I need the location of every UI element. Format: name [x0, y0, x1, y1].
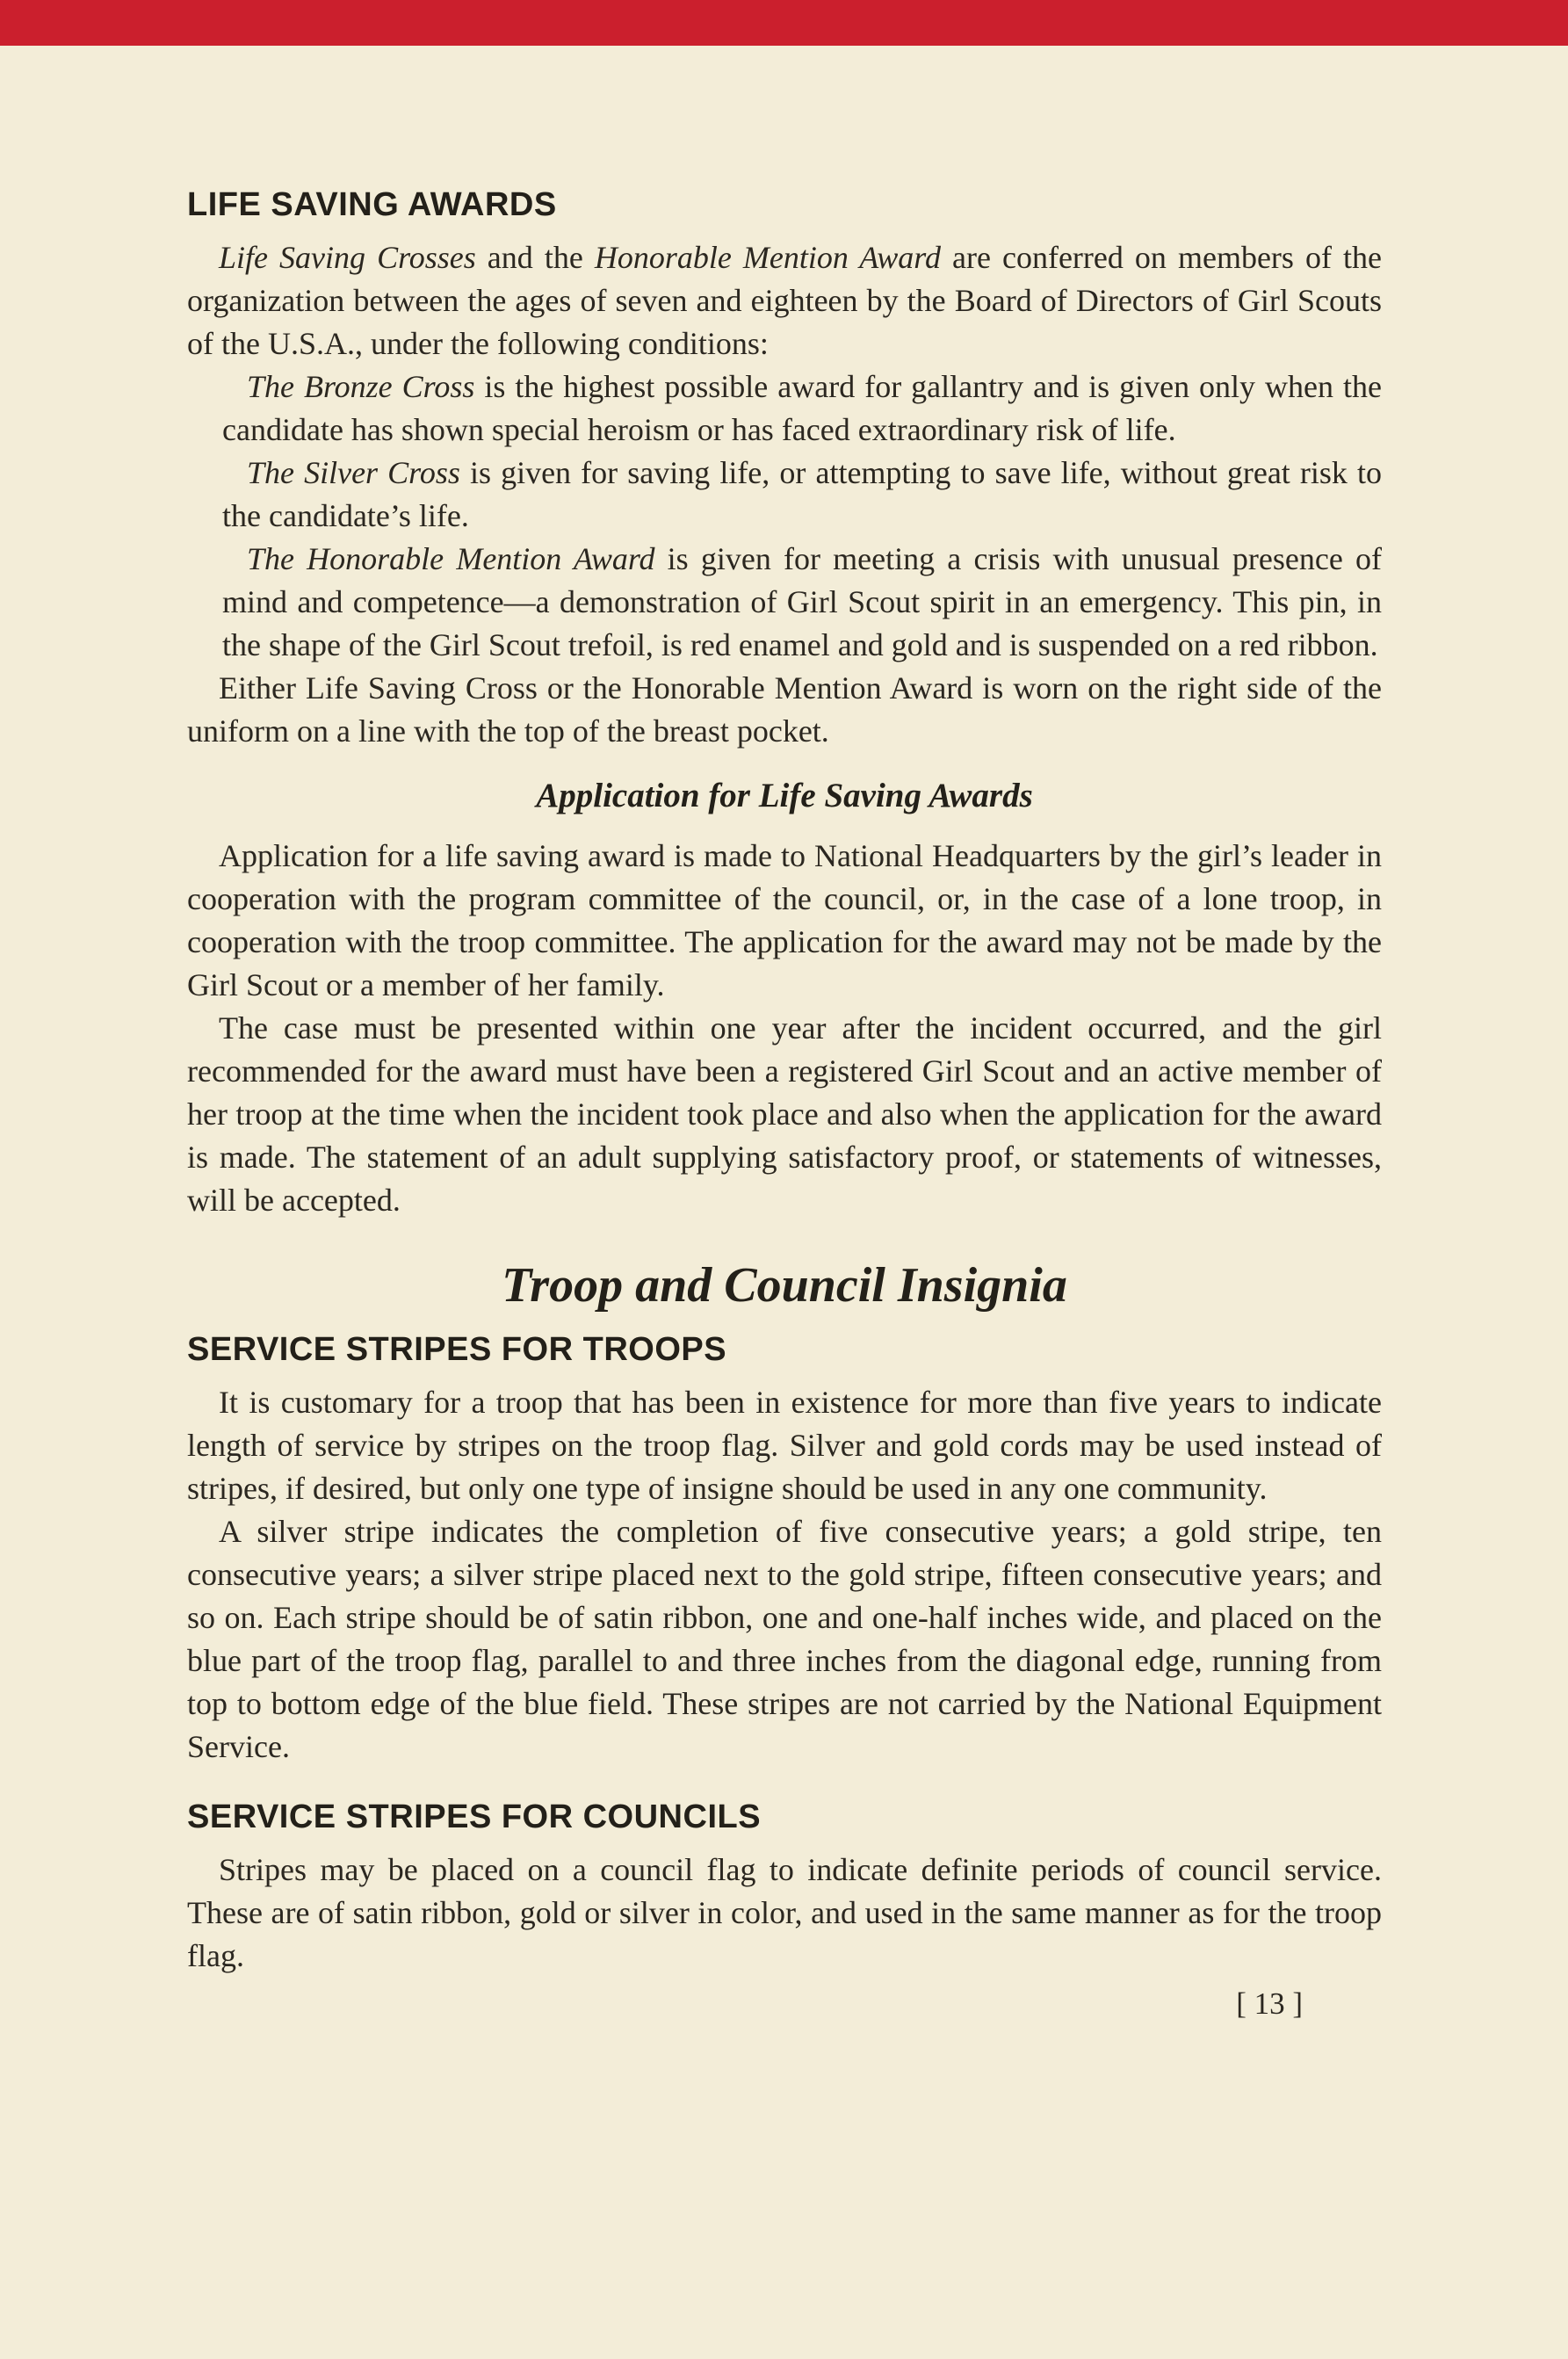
section-heading-service-stripes-troops: SERVICE STRIPES FOR TROOPS	[187, 1331, 727, 1368]
section-heading-service-stripes-councils: SERVICE STRIPES FOR COUNCILS	[187, 1798, 762, 1835]
paragraph-application-2: The case must be presented within one year after the incident occurred, and the girl recommended for the award must have been a registered Girl Scout and an active member of her troop at the time when the incident took place and also when the application for the award is made. The statement of an adult supplying satisfactory proof, or statements of witnesses, will be accepted.	[187, 1010, 1382, 1218]
paragraph-application-1: Application for a life saving award is made to National Headquarters by the girl’s leader in cooperation with the program committee of the council, or, in the case of a lone troop, in cooperation with the troop committee. The application for the award may not be made by the Girl Scout or a member of her family.	[187, 838, 1382, 1002]
top-red-bar	[0, 0, 1568, 46]
paragraph-either-cross-worn: Either Life Saving Cross or the Honorable Mention Award is worn on the right side of the uniform on a line with the top of the breast pocket.	[187, 670, 1382, 749]
section-heading-life-saving-awards: LIFE SAVING AWARDS	[187, 186, 557, 223]
subsection-heading-application: Application for Life Saving Awards	[536, 777, 1033, 814]
paragraph-honorable-mention: The Honorable Mention Award is given for meeting a crisis with unusual presence of mind and competence—a demonstration of Girl Scout spirit in an emergency. This pin, in the shape of the Girl Scout trefoil, is red enamel and gold and is suspended on a red ribbon.	[222, 541, 1383, 662]
chapter-heading-troop-and-council-insignia: Troop and Council Insignia	[502, 1258, 1067, 1313]
paragraph-troops-2: A silver stripe indicates the completion of five consecutive years; a gold stripe, ten consecutive years; a silver stripe placed next to the gold stripe, fifteen consecutive years; and so on. Each stripe should be of satin ribbon, one and one-half inches wide, and placed on the blue part of the troop flag, parallel to and three inches from the diagonal edge, running from top to bottom edge of the blue field. These stripes are not carried by the National Equipment Service.	[187, 1514, 1382, 1764]
paragraph-bronze-cross: The Bronze Cross is the highest possible award for gallantry and is given only when the candidate has shown special heroism or has faced extraordinary risk of life.	[222, 369, 1382, 447]
paragraph-life-saving-intro: Life Saving Crosses and the Honorable Mention Award are conferred on members of the organization between the ages of seven and eighteen by the Board of Directors of Girl Scouts of the U.S.A., under the following conditions:	[187, 240, 1382, 361]
page-number: [ 13 ]	[1236, 1986, 1303, 2021]
paragraph-troops-1: It is customary for a troop that has been in existence for more than five years to indicate length of service by stripes on the troop flag. Silver and gold cords may be used instead of stripes, if desired, but only one type of insigne should be used in any one community.	[187, 1385, 1382, 1506]
page-content	[187, 186, 1382, 2022]
paragraph-silver-cross: The Silver Cross is given for saving life, or attempting to save life, without great risk to the candidate’s life.	[222, 455, 1382, 533]
paragraph-councils-1: Stripes may be placed on a council flag to indicate definite periods of council service. These are of satin ribbon, gold or silver in color, and used in the same manner as for the troop flag.	[187, 1852, 1382, 1973]
